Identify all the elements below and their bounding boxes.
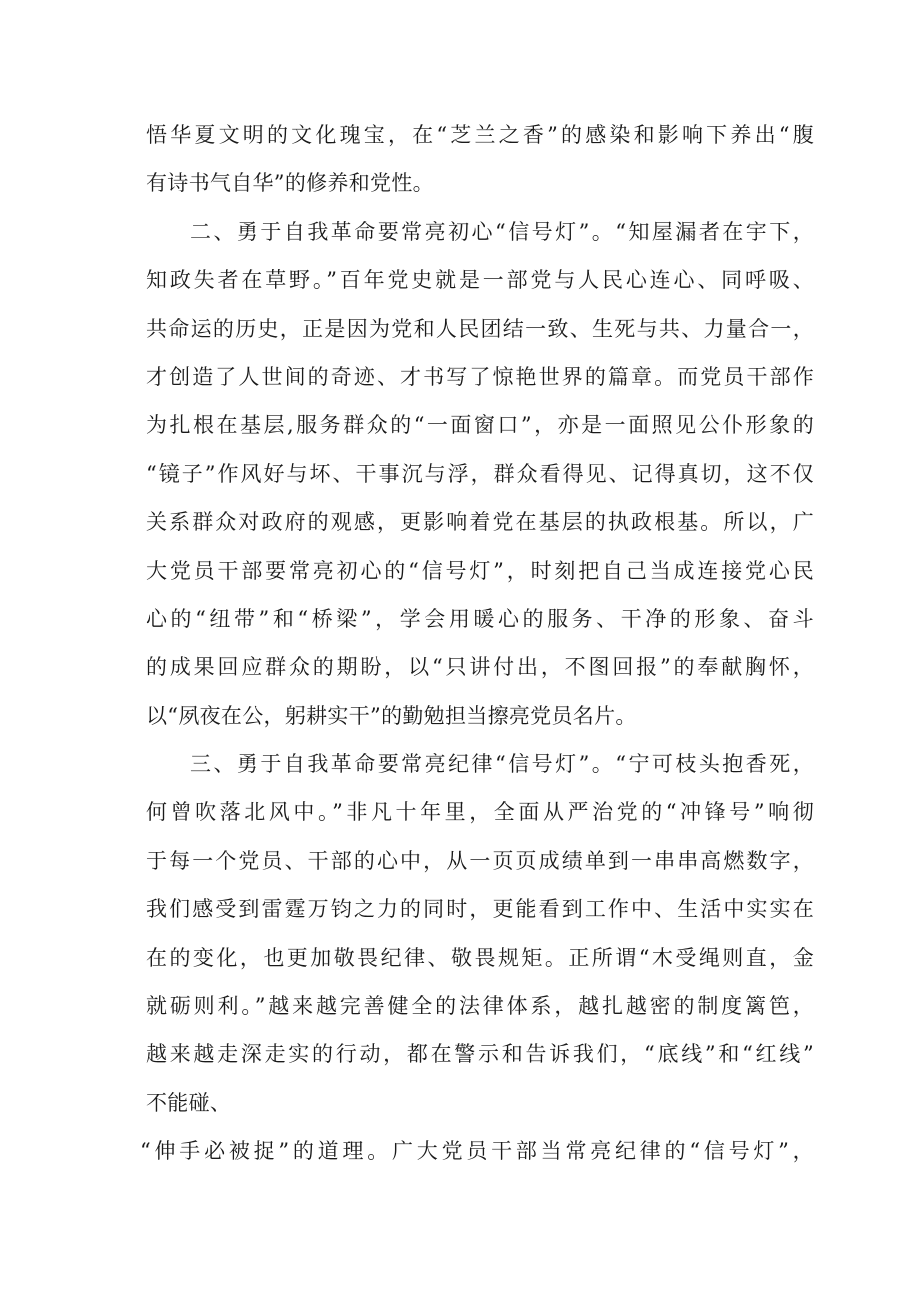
text-line: 才创造了人世间的奇迹、才书写了惊艳世界的篇章。而党员干部作	[146, 364, 814, 389]
paragraph-three-start: 三、勇于自我革命要常亮纪律“信号灯”。“宁可枝头抱香死，	[190, 752, 814, 777]
text-line: 心的“纽带”和“桥梁”，学会用暖心的服务、干净的形象、奋斗	[146, 606, 814, 631]
text-line: 在的变化，也更加敬畏纪律、敬畏规矩。正所谓“木受绳则直，金	[146, 945, 814, 970]
text-line: 的成果回应群众的期盼，以“只讲付出，不图回报”的奉献胸怀，	[146, 655, 814, 680]
text-line: 于每一个党员、干部的心中，从一页页成绩单到一串串高燃数字，	[146, 848, 814, 873]
text-line: 关系群众对政府的观感，更影响着党在基层的执政根基。所以，广	[146, 510, 814, 535]
text-line: 大党员干部要常亮初心的“信号灯”，时刻把自己当成连接党心民	[146, 558, 814, 583]
paragraph-two-start: 二、勇于自我革命要常亮初心“信号灯”。“知屋漏者在宇下，	[190, 219, 814, 244]
text-line: “镜子”作风好与坏、干事沉与浮，群众看得见、记得真切，这不仅	[146, 461, 814, 486]
text-line: 悟华夏文明的文化瑰宝，在“芝兰之香”的感染和影响下养出“腹	[146, 123, 814, 147]
body-text	[140, 111, 814, 1176]
text-line: 我们感受到雷霆万钧之力的同时，更能看到工作中、生活中实实在	[146, 897, 814, 922]
text-line: 就砺则利。”越来越完善健全的法律体系，越扎越密的制度篱笆，	[146, 994, 814, 1019]
text-line: 越来越走深走实的行动，都在警示和告诉我们，“底线”和“红线”	[146, 1042, 814, 1067]
text-line: 共命运的历史，正是因为党和人民团结一致、生死与共、力量合一，	[146, 316, 814, 341]
text-line: 知政失者在草野。”百年党史就是一部党与人民心连心、同呼吸、	[146, 268, 814, 293]
text-line: 为扎根在基层,服务群众的“一面窗口”，亦是一面照见公仆形象的	[146, 413, 814, 438]
text-line: 以“夙夜在公，躬耕实干”的勤勉担当擦亮党员名片。	[146, 703, 637, 728]
text-line: 不能碰、	[146, 1090, 232, 1115]
text-line: 何曾吹落北风中。”非凡十年里，全面从严治党的“冲锋号”响彻	[146, 800, 814, 825]
text-line: 有诗书气自华”的修养和党性。	[146, 171, 434, 196]
text-line: “伸手必被捉”的道理。广大党员干部当常亮纪律的“信号灯”，	[140, 1139, 814, 1164]
